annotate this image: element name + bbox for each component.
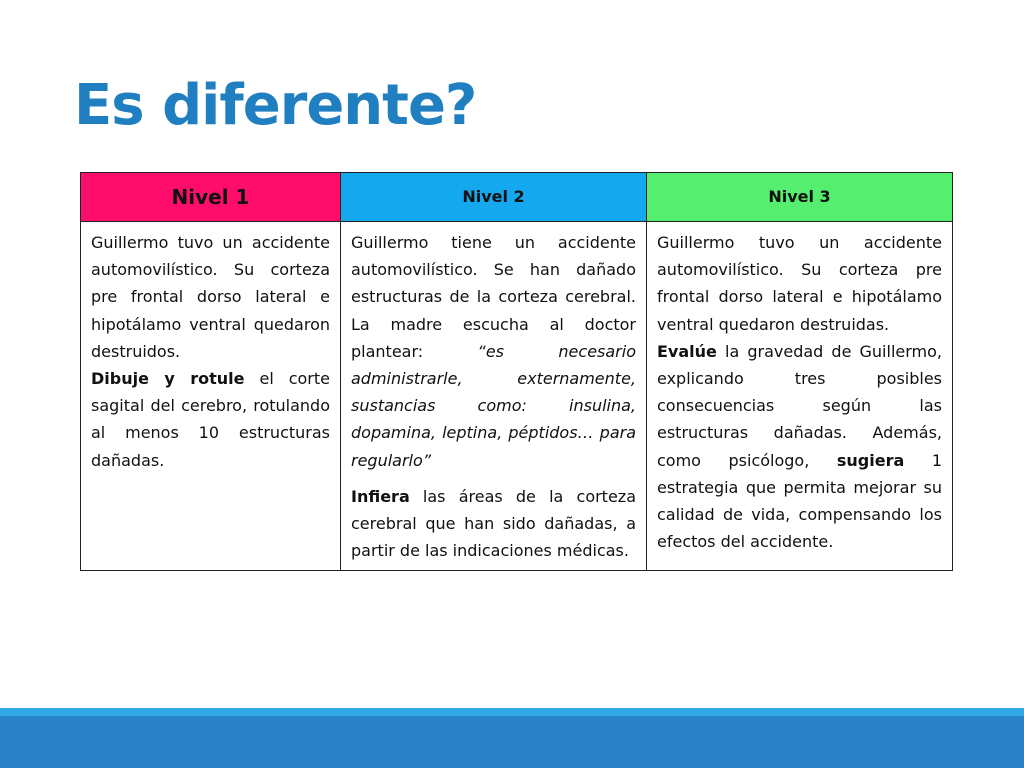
nivel-3-task-rest: la gravedad de Guillermo, explicando tres posibles consecuencias según las estructuras dañadas. Además, como psicólogo, bbox=[657, 341, 942, 470]
nivel-3-task2-verb: sugiera bbox=[836, 450, 905, 470]
nivel-1-task-rest: el corte sagital del cerebro, rotulando al menos 10 estructuras dañadas. bbox=[91, 369, 330, 470]
nivel-2-task-verb: Infiera bbox=[351, 486, 410, 506]
header-nivel-3: Nivel 3 bbox=[647, 173, 953, 222]
cell-nivel-2 bbox=[341, 222, 647, 571]
cell-nivel-3 bbox=[647, 222, 953, 571]
footer-accent-stripe bbox=[0, 708, 1024, 716]
nivel-3-text: Guillermo tuvo un accidente automovilístico. Su corteza pre frontal dorso lateral e hipotálamo ventral quedaron destruidas. bbox=[657, 233, 942, 334]
nivel-2-text-plain: Guillermo tiene un accidente automovilístico. Se han dañado estructuras de la corteza cerebral. La madre escucha al doctor plantear: bbox=[351, 233, 636, 361]
table-header-row bbox=[81, 173, 953, 222]
nivel-2-text bbox=[351, 229, 636, 474]
header-nivel-2: Nivel 2 bbox=[341, 173, 647, 222]
nivel-2-quote: “es necesario administrarle, externamente, sustancias como: insulina, dopamina, leptina, péptidos… para regularlo” bbox=[351, 341, 636, 470]
nivel-1-task-verb: Dibuje y rotule bbox=[91, 369, 245, 389]
levels-table bbox=[80, 172, 953, 571]
table-row bbox=[81, 222, 953, 571]
nivel-1-task bbox=[91, 365, 330, 474]
nivel-2-task bbox=[351, 483, 636, 565]
nivel-3-task-verb: Evalúe bbox=[657, 341, 717, 361]
slide-title: Es diferente? bbox=[74, 73, 477, 138]
footer-bar bbox=[0, 716, 1024, 768]
nivel-3-task bbox=[657, 338, 942, 556]
cell-nivel-1 bbox=[81, 222, 341, 571]
nivel-3-task2-rest: 1 estrategia que permita mejorar su calidad de vida, compensando los efectos del accidente. bbox=[657, 450, 943, 552]
nivel-2-task-rest: las áreas de la corteza cerebral que han sido dañadas, a partir de las indicaciones médicas. bbox=[351, 486, 636, 561]
nivel-1-text: Guillermo tuvo un accidente automovilístico. Su corteza pre frontal dorso lateral e hipotálamo ventral quedaron destruidos. bbox=[91, 233, 330, 361]
header-nivel-1: Nivel 1 bbox=[81, 173, 341, 222]
